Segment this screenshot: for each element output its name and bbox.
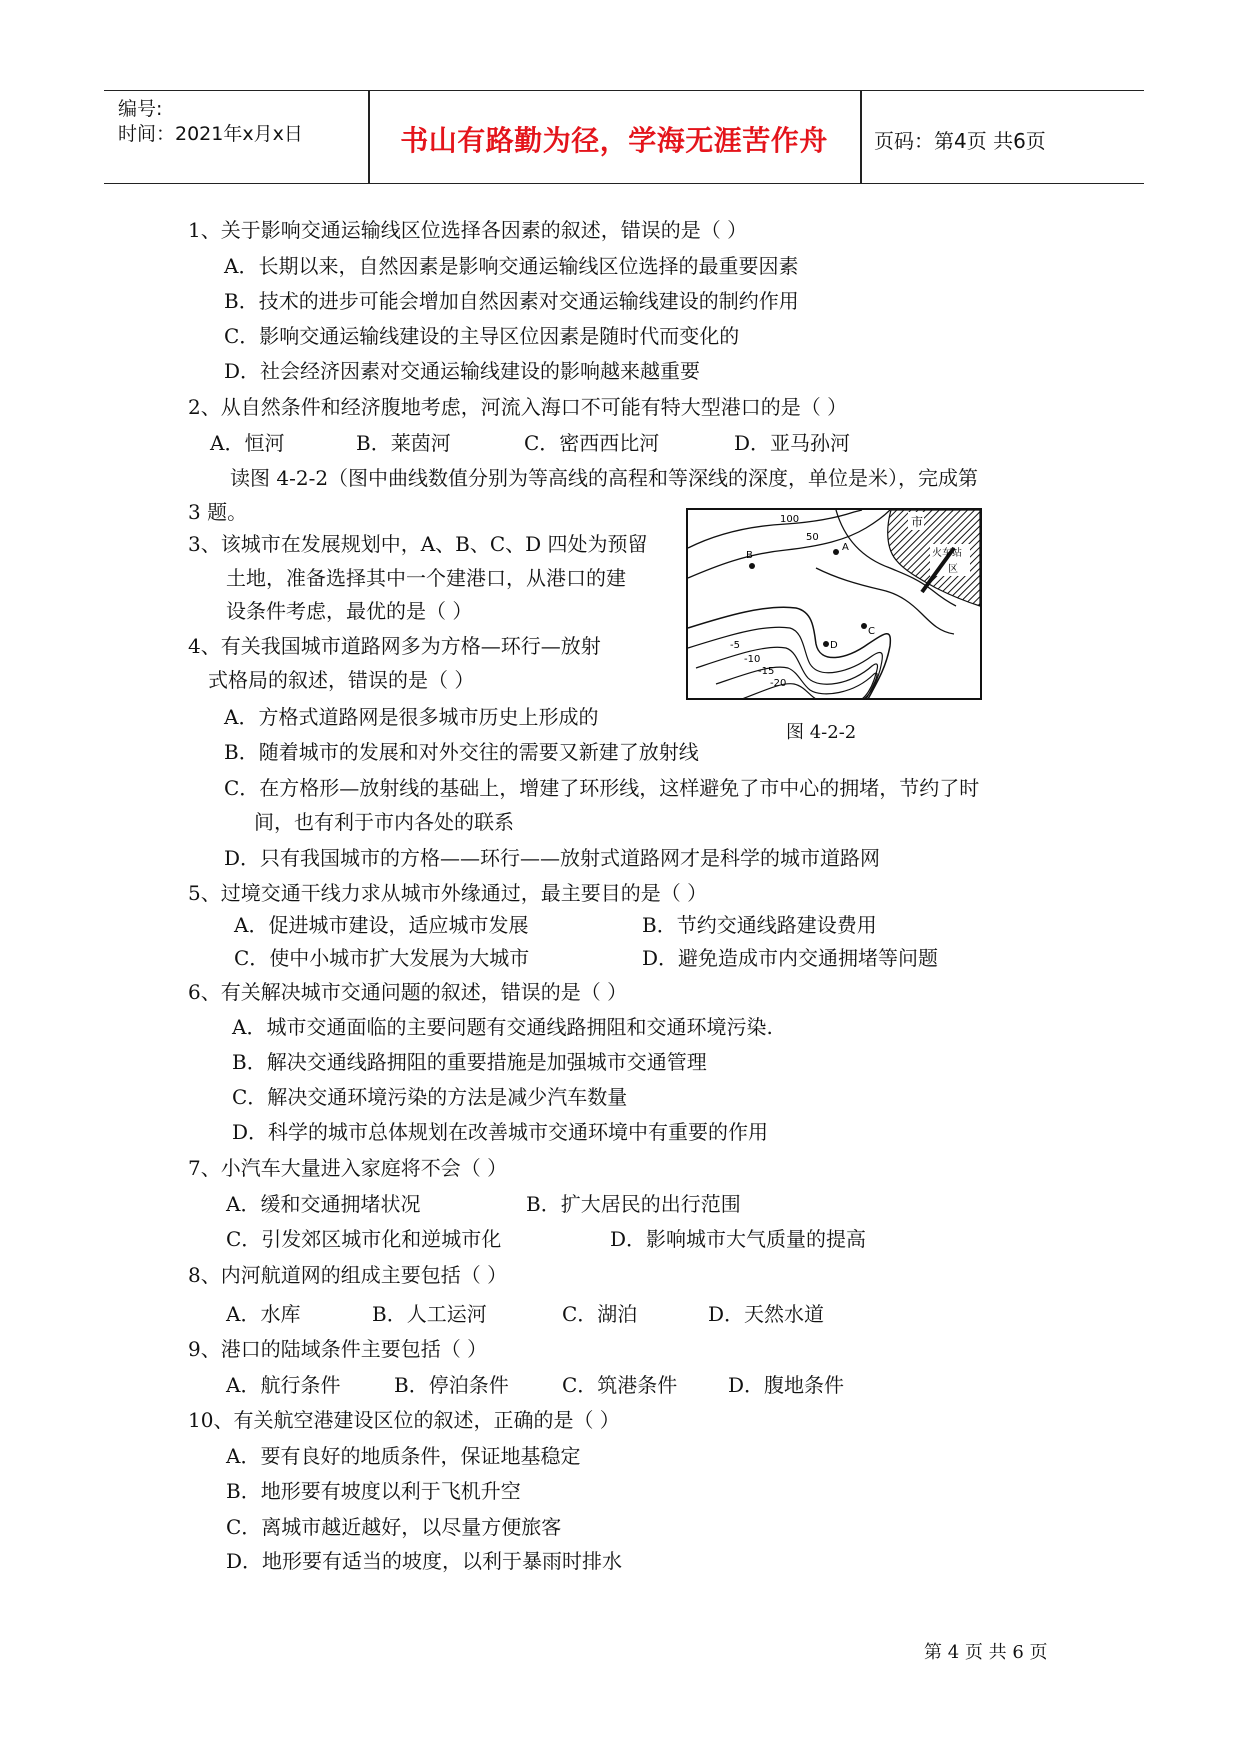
question-8-option-a: A．水库 — [226, 1302, 301, 1326]
question-5-option-c: C．使中小城市扩大发展为大城市 — [234, 946, 530, 970]
question-5-option-a: A．促进城市建设，适应城市发展 — [234, 913, 529, 937]
figure-caption: 图 4-2-2 — [786, 722, 857, 743]
question-2-option-d: D．亚马孙河 — [734, 431, 851, 455]
question-6-option-b: B．解决交通线路拥阻的重要措施是加强城市交通管理 — [232, 1050, 707, 1074]
question-2-stem: 2、从自然条件和经济腹地考虑，河流入海口不可能有特大型港口的是（ ） — [188, 395, 848, 419]
question-2-option-c: C．密西西比河 — [524, 431, 660, 455]
question-8-option-c: C．湖泊 — [562, 1302, 638, 1326]
header-middle-cell — [368, 91, 860, 183]
document-header — [104, 90, 1144, 184]
question-4-option-c: C．在方格形—放射线的基础上，增建了环形线，这样避免了市中心的拥堵，节约了时 — [224, 776, 980, 800]
header-left-cell — [104, 91, 368, 183]
question-9-stem: 9、港口的陆域条件主要包括（ ） — [188, 1337, 488, 1361]
date-line: 时间：2021年x月x日 — [118, 123, 303, 145]
page-footer: 第 4 页 共 6 页 — [924, 1642, 1048, 1663]
page-code: 页码：第4页 共6页 — [874, 129, 1046, 153]
point-b-marker — [749, 563, 755, 569]
question-5-option-d: D．避免造成市内交通拥堵等问题 — [642, 946, 939, 970]
motto: 书山有路勤为径，学海无涯苦作舟 — [400, 124, 828, 157]
question-7-stem: 7、小汽车大量进入家庭将不会（ ） — [188, 1156, 508, 1180]
contour-label-minus20: -20 — [770, 678, 787, 689]
question-1-option-d: D．社会经济因素对交通运输线建设的影响越来越重要 — [224, 359, 701, 383]
point-c-label: C — [868, 626, 875, 637]
question-10-stem: 10、有关航空港建设区位的叙述，正确的是（ ） — [188, 1408, 620, 1432]
point-c-marker — [861, 623, 867, 629]
question-6-stem: 6、有关解决城市交通问题的叙述，错误的是（ ） — [188, 980, 628, 1004]
question-2-option-a: A．恒河 — [210, 431, 285, 455]
district-label: 区 — [948, 564, 958, 575]
point-a-marker — [833, 549, 839, 555]
question-10-option-c: C．离城市越近越好，以尽量方便旅客 — [226, 1515, 562, 1539]
header-right-cell — [860, 91, 1144, 183]
question-6-option-a: A．城市交通面临的主要问题有交通线路拥阻和交通环境污染. — [232, 1015, 773, 1039]
question-3-stem-line-1: 3、该城市在发展规划中，A、B、C、D 四处为预留 — [188, 532, 648, 556]
question-1-option-b: B．技术的进步可能会增加自然因素对交通运输线建设的制约作用 — [224, 289, 799, 313]
city-label: 市 — [911, 515, 924, 529]
question-9-option-c: C．筑港条件 — [562, 1373, 678, 1397]
figure-intro-line-1: 读图 4-2-2（图中曲线数值分别为等高线的高程和等深线的深度，单位是米），完成第 — [230, 466, 979, 490]
question-8-option-b: B．人工运河 — [372, 1302, 487, 1326]
contour-label-minus5: -5 — [730, 640, 740, 651]
question-7-option-c: C．引发郊区城市化和逆城市化 — [226, 1227, 502, 1251]
question-2-option-b: B．莱茵河 — [356, 431, 451, 455]
question-4-option-d: D．只有我国城市的方格——环行——放射式道路网才是科学的城市道路网 — [224, 846, 881, 870]
serial-label: 编号: — [118, 98, 163, 120]
station-label: 火车站 — [932, 548, 962, 559]
question-4-option-c-cont: 间，也有利于市内各处的联系 — [254, 810, 514, 834]
point-b-label: B — [746, 550, 753, 561]
question-4-option-b: B．随着城市的发展和对外交往的需要又新建了放射线 — [224, 740, 699, 764]
question-4-stem-line-2: 式格局的叙述，错误的是（ ） — [208, 668, 475, 692]
question-1-stem: 1、关于影响交通运输线区位选择各因素的叙述，错误的是（ ） — [188, 218, 748, 242]
question-7-option-b: B．扩大居民的出行范围 — [526, 1192, 741, 1216]
question-10-option-b: B．地形要有坡度以利于飞机升空 — [226, 1479, 521, 1503]
question-6-option-c: C．解决交通环境污染的方法是减少汽车数量 — [232, 1085, 628, 1109]
figure-intro-line-2: 3 题。 — [188, 500, 248, 524]
contour-label-minus10: -10 — [744, 654, 761, 665]
question-9-option-b: B．停泊条件 — [394, 1373, 509, 1397]
question-8-option-d: D．天然水道 — [708, 1302, 825, 1326]
contour-label-100: 100 — [780, 514, 800, 525]
contour-label-minus15: -15 — [758, 666, 775, 677]
question-9-option-d: D．腹地条件 — [728, 1373, 845, 1397]
question-7-option-a: A．缓和交通拥堵状况 — [226, 1192, 421, 1216]
question-7-option-d: D．影响城市大气质量的提高 — [610, 1227, 867, 1251]
question-8-stem: 8、内河航道网的组成主要包括（ ） — [188, 1263, 508, 1287]
question-4-option-a: A．方格式道路网是很多城市历史上形成的 — [224, 705, 599, 729]
question-3-stem-line-3: 设条件考虑，最优的是（ ） — [226, 599, 473, 623]
question-4-stem-line-1: 4、有关我国城市道路网多为方格—环行—放射 — [188, 634, 601, 658]
question-1-option-c: C．影响交通运输线建设的主导区位因素是随时代而变化的 — [224, 324, 740, 348]
question-3-stem-line-2: 土地，准备选择其中一个建港口，从港口的建 — [226, 566, 626, 590]
question-6-option-d: D．科学的城市总体规划在改善城市交通环境中有重要的作用 — [232, 1120, 769, 1144]
question-10-option-d: D．地形要有适当的坡度，以利于暴雨时排水 — [226, 1549, 623, 1573]
point-d-label: D — [830, 640, 838, 651]
point-a-label: A — [842, 542, 849, 553]
contour-label-50: 50 — [806, 532, 819, 543]
question-5-option-b: B．节约交通线路建设费用 — [642, 913, 877, 937]
question-9-option-a: A．航行条件 — [226, 1373, 341, 1397]
point-d-marker — [823, 641, 829, 647]
question-10-option-a: A．要有良好的地质条件，保证地基稳定 — [226, 1444, 581, 1468]
contour-map-figure — [686, 508, 982, 700]
question-1-option-a: A．长期以来，自然因素是影响交通运输线区位选择的最重要因素 — [224, 254, 799, 278]
question-5-stem: 5、过境交通干线力求从城市外缘通过，最主要目的是（ ） — [188, 881, 708, 905]
